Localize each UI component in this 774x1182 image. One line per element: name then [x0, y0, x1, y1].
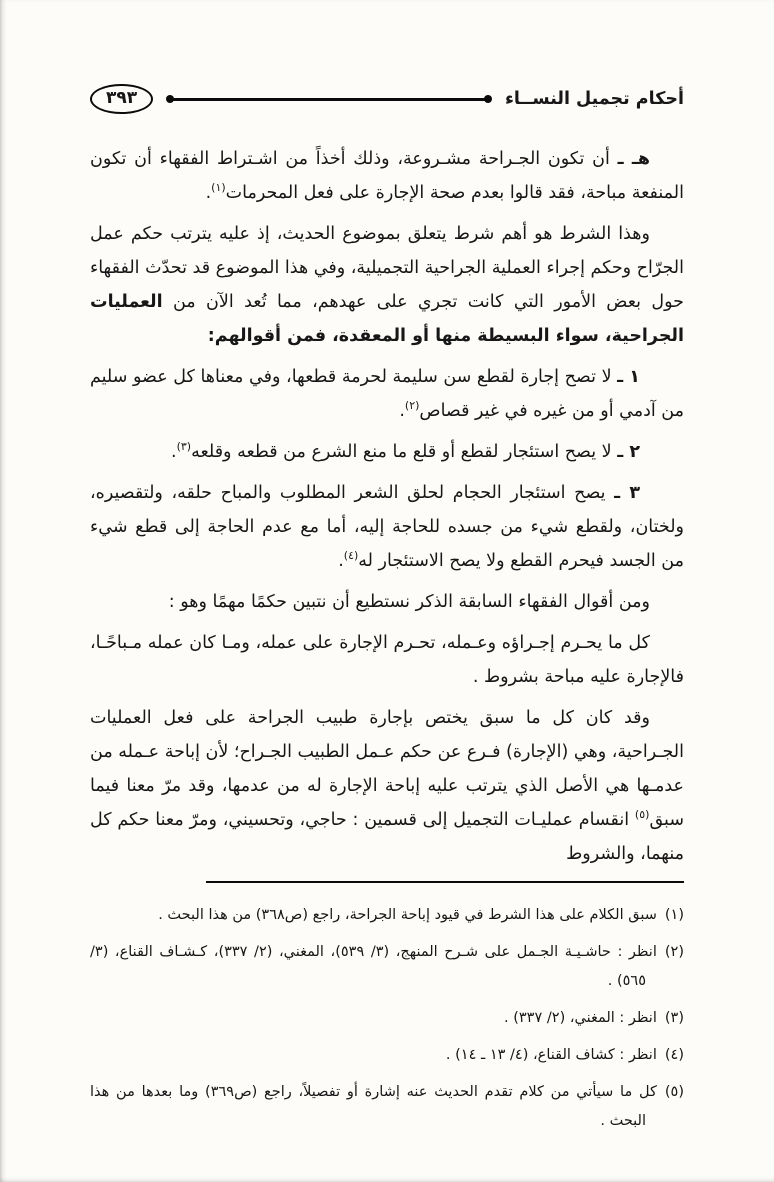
footnotes-section — [90, 901, 684, 1136]
paragraph-text: وقد كان كل ما سبق يختص بإجارة طبيب الجراحة على فعل العمليات الجـراحية، وهي (الإجارة) فـرع عن حكم عـمل الطبيب الجـراح؛ لأن إباحة عـمله من عدمـها هي الأصل الذي يترتب عليه إباحة الإجارة له من عدمها، وقد مرّ معنا فيما سبق — [90, 708, 684, 831]
footnote-marker: (٥) — [664, 1084, 685, 1101]
footnote-separator — [206, 881, 684, 883]
paragraph-text: لا يصح استئجار لقطع أو قلع ما منع الشرع من قطعه وقلعه — [191, 442, 612, 463]
page-number-badge — [90, 84, 153, 114]
page-number-text: ٣٩٣ — [106, 88, 138, 108]
paragraph-scholars-conclusion — [90, 585, 684, 619]
paragraph-text: أن تكون الجـراحة مشـروعة، وذلك أخذاً من اشـتراط الفقهاء أن تكون المنفعة مباحة، فقد قالوا بعدم صحة الإجارة على فعل المحرمات — [90, 149, 684, 204]
book-title-text: أحكام تجميل النســاء — [504, 89, 684, 110]
footnote-text: انظر : المغني، (٢/ ٣٣٧) . — [504, 1010, 657, 1027]
book-title — [505, 89, 684, 109]
footnote-text: سبق الكلام على هذا الشرط في قيود إباحة الجراحة، راجع (ص٣٦٨) من هذا البحث . — [158, 907, 657, 924]
period: . — [399, 401, 405, 422]
period: . — [205, 183, 212, 204]
footnote-text: انظر : كشاف القناع، (٤/ ١٣ ـ ١٤) . — [445, 1047, 657, 1064]
footnote-ref-2: (٢) — [404, 399, 420, 413]
header-rule-with-dots — [171, 98, 487, 101]
paragraph-general-ruling — [90, 626, 684, 694]
footnote-marker: (٢) — [664, 944, 685, 961]
footnote-ref-4: (٤) — [343, 549, 359, 563]
footnote-marker: (٤) — [664, 1047, 684, 1064]
bold-phrase-surgical-operations: العمليات الجراحية، سواء البسيطة منها أو المعقدة، فمن أقوالهم: — [90, 292, 684, 347]
paragraph-text: كل ما يحـرم إجـراؤه وعـمله، تحـرم الإجارة على عمله، ومـا كان عمله مـباحًـا، فالإجارة عليه مباحة بشروط . — [90, 633, 684, 688]
list-item-2 — [90, 435, 684, 469]
item-letter-ha: هـ ـ — [617, 149, 650, 170]
footnote-4 — [90, 1041, 684, 1070]
footnote-3 — [90, 1004, 684, 1033]
page-body — [90, 142, 684, 871]
footnote-2 — [90, 938, 684, 996]
footnote-ref-1: (١) — [211, 181, 226, 195]
paragraph-text: انقسام عمليـات التجميل إلى قسمين : حاجي، وتحسيني، ومرّ معنا حكم كل منهما، والشروط — [90, 810, 684, 865]
item-number-2: ٢ ـ — [617, 442, 640, 463]
footnote-1 — [90, 901, 684, 930]
page-header — [90, 84, 684, 114]
footnote-marker: (٣) — [664, 1010, 684, 1027]
period: . — [170, 442, 177, 463]
paragraph-text: يصح استئجار الحجام لحلق الشعر المطلوب والمباح حلقه، ولتقصيره، ولختان، ولقطع شيء من جسده للحاجة إليه، أما مع عدم الحاجة إلى قطع شيء من الجسد فيحرم القطع ولا يصح الاستئجار له — [90, 483, 684, 572]
paragraph-text: وهذا الشرط هو أهم شرط يتعلق بموضوع الحديث، إذ عليه يترتب حكم عمل الجرّاح وحكم إجراء العملية الجراحية التجميلية، وفي هذا الموضوع قد تحدّث الفقهاء حول بعض الأمور التي كانت تجري على عهدهم، مما تُعد الآن من — [90, 224, 684, 313]
paragraph-text: ومن أقوال الفقهاء السابقة الذكر نستطيع أن نتبين حكمًا مهمًا وهو : — [168, 592, 650, 613]
footnote-text: انظر : حاشـيـة الجـمل على شـرح المنهج، (٣/ ٥٣٩)، المغني، (٢/ ٣٣٧)، كـشـاف القناع، (٣/ ٥٦٥) . — [90, 944, 657, 990]
footnote-5 — [90, 1078, 684, 1136]
list-item-1 — [90, 360, 684, 428]
list-item-3 — [90, 476, 684, 578]
footnote-marker: (١) — [664, 907, 684, 924]
item-number-3: ٣ ـ — [614, 483, 640, 504]
period: . — [338, 551, 344, 572]
paragraph-text: لا تصح إجارة لقطع سن سليمة لحرمة قطعها، وفي معناها كل عضو سليم من آدمي أو من غيره في غير قصاص — [90, 367, 684, 422]
paragraph-condition-e — [90, 142, 684, 210]
footnote-ref-3: (٣) — [176, 440, 192, 454]
item-number-1: ١ ـ — [617, 367, 640, 388]
paragraph-summary — [90, 701, 684, 871]
footnote-text: كل ما سيأتي من كلام تقدم الحديث عنه إشارة أو تفصيلاً، راجع (ص٣٦٩) وما بعدها من هذا البحث . — [90, 1084, 657, 1130]
paragraph-condition-importance — [90, 217, 684, 353]
footnote-ref-5: (٥) — [634, 808, 650, 822]
